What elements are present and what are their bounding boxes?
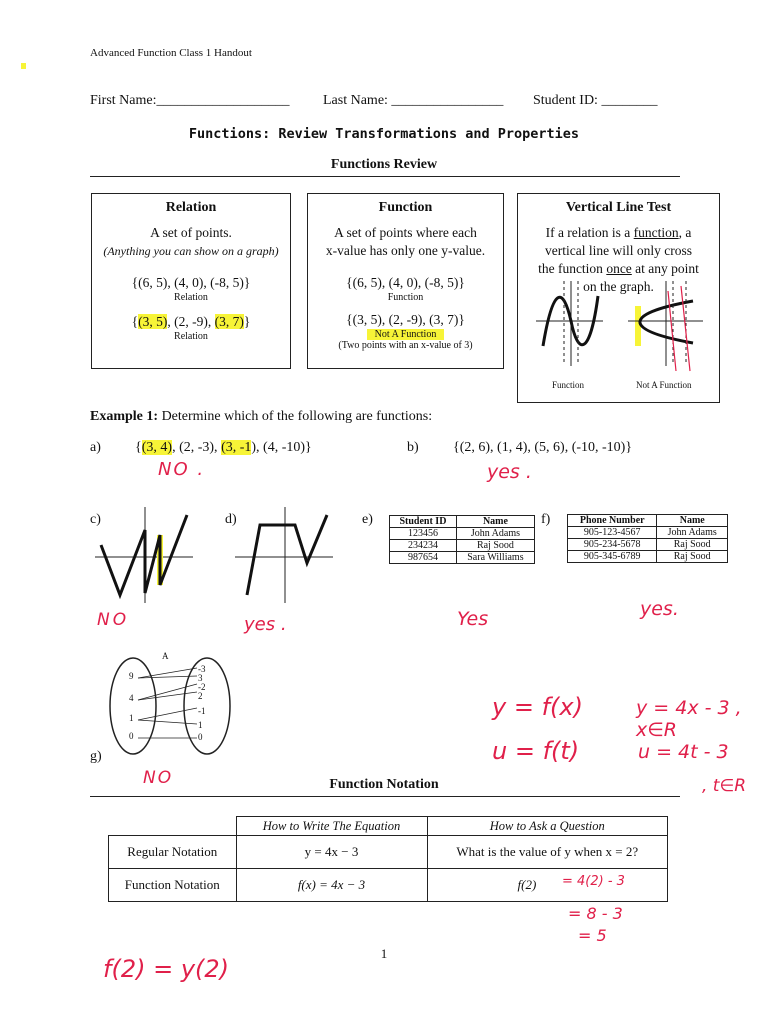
table-e bbox=[389, 515, 535, 564]
function-box bbox=[307, 193, 504, 369]
table-row: 987654 Sara Williams bbox=[390, 552, 535, 564]
table-e-header-id: Student ID bbox=[390, 516, 457, 528]
notation-row-1-eq: y = 4x − 3 bbox=[236, 836, 427, 869]
handwritten-eq-4-domain: , t∈R bbox=[702, 776, 747, 796]
mapping-diagram-g bbox=[105, 648, 245, 758]
vlt-heading: Vertical Line Test bbox=[565, 200, 672, 215]
function-example-2: {(3, 5), (2, -9), (3, 7)} bbox=[346, 312, 465, 327]
notation-row-2-eq: f(x) = 4x − 3 bbox=[236, 869, 427, 902]
example-b-set: {(2, 6), (1, 4), (5, 6), (-10, -10)} bbox=[453, 440, 633, 455]
vlt-graphs bbox=[518, 276, 718, 376]
notation-row-1-question: What is the value of y when x = 2? bbox=[427, 836, 668, 869]
answer-e: Yes bbox=[457, 608, 489, 630]
graph-c bbox=[95, 505, 195, 605]
vlt-caption-not-function: Not A Function bbox=[636, 380, 692, 390]
relation-box bbox=[91, 193, 291, 369]
example-d-label: d) bbox=[225, 512, 237, 527]
last-name-field: Last Name: ________________ bbox=[323, 93, 504, 108]
mapping-right-5: 1 bbox=[198, 720, 203, 730]
example-g-label: g) bbox=[90, 749, 102, 764]
highlight-mark bbox=[21, 63, 26, 69]
answer-g: NO bbox=[143, 768, 174, 788]
table-f-header-phone: Phone Number bbox=[568, 515, 657, 527]
example-a-set: {(3, 4), (2, -3), (3, -1), (4, -10)} bbox=[135, 440, 312, 455]
answer-a: NO . bbox=[158, 459, 206, 480]
notation-row-2-question: f(2) bbox=[427, 869, 668, 902]
example-f-label: f) bbox=[541, 512, 551, 527]
section-title-notation: Function Notation bbox=[329, 777, 439, 792]
table-f bbox=[567, 514, 728, 563]
mapping-right-2: -2 bbox=[198, 682, 206, 692]
vlt-line-1: If a relation is a function, a bbox=[545, 225, 692, 240]
vlt-line-4: on the graph. bbox=[583, 279, 654, 294]
handwritten-eq-2: u = f(t) bbox=[492, 737, 580, 765]
function-desc-1: A set of points where each bbox=[334, 225, 477, 240]
relation-example-2-label: Relation bbox=[174, 331, 208, 342]
first-name-field: First Name:___________________ bbox=[90, 93, 290, 108]
table-e-header-name: Name bbox=[456, 516, 534, 528]
table-row: 123456 John Adams bbox=[390, 528, 535, 540]
mapping-left-0: 9 bbox=[129, 671, 134, 681]
notation-table bbox=[108, 816, 668, 902]
divider bbox=[90, 176, 680, 177]
function-desc-2: x-value has only one y-value. bbox=[325, 243, 486, 258]
mapping-set-label: A bbox=[162, 651, 169, 661]
student-id-field: Student ID: ________ bbox=[533, 93, 658, 108]
page-title: Functions: Review Transformations and Properties bbox=[188, 126, 580, 142]
example-b-label: b) bbox=[407, 440, 419, 455]
handwritten-calc-1: = 4(2) - 3 bbox=[562, 874, 625, 889]
table-row bbox=[109, 836, 668, 869]
relation-desc-italic: (Anything you can show on a graph) bbox=[103, 244, 279, 258]
relation-desc: A set of points. bbox=[150, 225, 232, 240]
notation-col-1: How to Write The Equation bbox=[236, 817, 427, 836]
mapping-left-2: 1 bbox=[129, 713, 134, 723]
function-example-1-label: Function bbox=[387, 292, 424, 303]
page-number: 1 bbox=[380, 946, 388, 961]
handout-title: Advanced Function Class 1 Handout bbox=[90, 47, 252, 59]
mapping-left-3: 0 bbox=[129, 731, 134, 741]
answer-c: NO bbox=[97, 610, 130, 630]
relation-example-1-label: Relation bbox=[174, 292, 208, 303]
section-title-review: Functions Review bbox=[330, 157, 438, 172]
table-f-header-name: Name bbox=[657, 515, 728, 527]
mapping-right-6: 0 bbox=[198, 732, 203, 742]
vlt-line-3: the function once at any point bbox=[538, 261, 699, 276]
vlt-caption-function: Function bbox=[552, 380, 585, 390]
vlt-line-2: vertical line will only cross bbox=[545, 243, 692, 258]
handwritten-calc-3: = 5 bbox=[578, 926, 607, 945]
table-row: 905-234-5678 Raj Sood bbox=[568, 539, 728, 551]
notation-row-1-label: Regular Notation bbox=[109, 836, 237, 869]
relation-example-2: {(3, 5), (2, -9), (3, 7)} bbox=[131, 314, 251, 329]
mapping-right-3: 2 bbox=[198, 691, 203, 701]
mapping-right-4: -1 bbox=[198, 706, 206, 716]
example-e-label: e) bbox=[362, 512, 373, 527]
handwritten-bottom: f(2) = y(2) bbox=[103, 955, 230, 983]
handwritten-eq-1: y = f(x) bbox=[492, 693, 583, 721]
table-row: 234234 Raj Sood bbox=[390, 540, 535, 552]
mapping-right-0: -3 bbox=[198, 664, 206, 674]
handwritten-eq-4: u = 4t - 3 bbox=[638, 741, 729, 763]
mapping-right-1: 3 bbox=[198, 673, 203, 683]
example-a-label: a) bbox=[90, 440, 101, 455]
notation-col-2: How to Ask a Question bbox=[427, 817, 668, 836]
answer-f: yes. bbox=[640, 598, 679, 620]
vertical-line-test-box bbox=[517, 193, 720, 403]
example-c-label: c) bbox=[90, 512, 101, 527]
example-1-prompt: Example 1: Determine which of the following are functions: bbox=[90, 409, 433, 424]
relation-heading: Relation bbox=[165, 200, 217, 215]
function-example-1: {(6, 5), (4, 0), (-8, 5)} bbox=[346, 275, 465, 290]
notation-row-2-label: Function Notation bbox=[109, 869, 237, 902]
graph-d bbox=[235, 505, 335, 605]
function-example-2-note: (Two points with an x-value of 3) bbox=[338, 340, 473, 351]
divider bbox=[90, 796, 680, 797]
answer-d: yes . bbox=[244, 614, 287, 635]
mapping-left-1: 4 bbox=[129, 693, 134, 703]
relation-example-1: {(6, 5), (4, 0), (-8, 5)} bbox=[131, 275, 251, 290]
answer-b: yes . bbox=[487, 461, 532, 483]
table-row: 905-345-6789 Raj Sood bbox=[568, 551, 728, 563]
table-row: 905-123-4567 John Adams bbox=[568, 527, 728, 539]
function-example-2-label: Not A Function bbox=[308, 329, 503, 340]
function-heading: Function bbox=[378, 200, 433, 215]
handwritten-calc-2: = 8 - 3 bbox=[568, 904, 623, 923]
handwritten-eq-3: y = 4x - 3 , x∈R bbox=[636, 697, 742, 741]
